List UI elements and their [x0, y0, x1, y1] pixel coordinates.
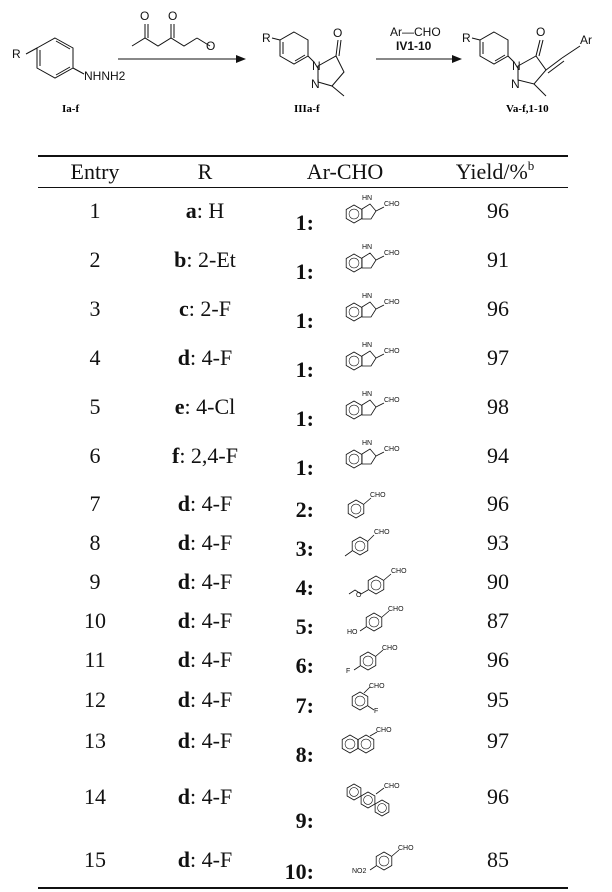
- cell-r-code: f: [171, 443, 180, 468]
- cell-r: [145, 345, 265, 371]
- table-row: [38, 245, 568, 285]
- cell-entry: 4: [89, 345, 101, 370]
- svg-text:HN: HN: [362, 342, 373, 349]
- svg-text:CHO: CHO: [384, 783, 400, 790]
- cell-archo-number: 10:: [284, 859, 314, 884]
- 1-naphthaldehyde-structure: [314, 722, 424, 768]
- svg-text:CHO: CHO: [376, 727, 392, 734]
- svg-text:HN: HN: [362, 244, 373, 251]
- svg-text:CHO: CHO: [384, 299, 400, 306]
- cell-r-code: c: [179, 296, 189, 321]
- cell-yield: 90: [487, 569, 509, 594]
- header-archo: Ar-CHO: [306, 159, 384, 184]
- scheme-n-2: N: [311, 77, 320, 91]
- header-yield-footnote: b: [527, 158, 535, 173]
- table-row: [38, 392, 568, 432]
- cell-entry: 8: [89, 530, 101, 555]
- cell-r-code: d: [177, 569, 191, 594]
- header-yield: [440, 157, 550, 187]
- cell-r: [145, 530, 265, 556]
- cell-r-code: d: [177, 345, 191, 370]
- 4-hydroxybenzaldehyde-structure: [314, 602, 424, 640]
- cell-yield: 87: [487, 608, 509, 633]
- svg-text:CHO: CHO: [369, 683, 385, 690]
- cell-yield: 96: [487, 491, 509, 516]
- cell-r-substituent: : 4-F: [190, 345, 233, 370]
- cell-yield: 93: [487, 530, 509, 555]
- cell-r-substituent: : 4-F: [190, 647, 233, 672]
- scheme-o-1: O: [140, 9, 150, 23]
- cell-entry: 15: [84, 847, 106, 872]
- cell-r-substituent: : 4-F: [190, 728, 233, 753]
- 4-methoxybenzaldehyde-structure: [314, 563, 424, 601]
- cell-r: [145, 394, 265, 420]
- cell-archo-number: 3:: [295, 536, 314, 561]
- cell-r: [145, 198, 265, 224]
- scheme-label-product: Va-f,1-10: [506, 103, 549, 115]
- cell-yield: 96: [487, 198, 509, 223]
- svg-text:F: F: [346, 668, 351, 675]
- indole-3-carbaldehyde-structure: [314, 192, 424, 236]
- 9-anthraldehyde-structure: [314, 778, 424, 834]
- svg-text:CHO: CHO: [374, 529, 390, 536]
- cell-entry: 2: [89, 247, 101, 272]
- table-row: [38, 343, 568, 383]
- cell-archo-number: 1:: [295, 455, 314, 480]
- cell-r-code: b: [174, 247, 187, 272]
- scheme-o-2: O: [168, 9, 178, 23]
- svg-text:HN: HN: [362, 391, 373, 398]
- cell-r-substituent: : 2,4-F: [179, 443, 238, 468]
- indole-3-carbaldehyde-structure: [314, 339, 424, 383]
- svg-text:CHO: CHO: [388, 606, 404, 613]
- 4-nitrobenzaldehyde-structure: [314, 841, 424, 885]
- cell-r-substituent: : 4-F: [190, 847, 233, 872]
- cell-archo-number: 6:: [295, 653, 314, 678]
- table-row: [38, 567, 568, 601]
- table-row: [38, 441, 568, 481]
- cell-r-substituent: : H: [196, 198, 225, 223]
- svg-text:O: O: [356, 592, 362, 599]
- scheme-label-intermediate: IIIa-f: [294, 103, 320, 115]
- svg-text:CHO: CHO: [370, 492, 386, 499]
- scheme-label-reactant: Ia-f: [62, 103, 80, 115]
- scheme-r-3: R: [462, 31, 471, 45]
- indole-3-carbaldehyde-structure: [314, 437, 424, 481]
- cell-yield: 95: [487, 687, 509, 712]
- cell-r: [145, 491, 265, 517]
- cell-r: [145, 784, 265, 810]
- cell-r-code: d: [177, 647, 191, 672]
- cell-r: [145, 847, 265, 873]
- cell-r-substituent: : 4-F: [190, 530, 233, 555]
- cell-entry: 14: [84, 784, 106, 809]
- svg-text:CHO: CHO: [384, 446, 400, 453]
- cell-r-code: d: [177, 728, 191, 753]
- cell-archo-number: 1:: [295, 357, 314, 382]
- cell-r-code: e: [174, 394, 185, 419]
- cell-archo-number: 1:: [295, 406, 314, 431]
- table-row: [38, 726, 568, 768]
- cell-archo-number: 1:: [295, 210, 314, 235]
- cell-r-substituent: : 4-F: [190, 491, 233, 516]
- cell-archo-number: 1:: [295, 308, 314, 333]
- cell-r: [145, 443, 265, 469]
- cell-entry: 13: [84, 728, 106, 753]
- scheme-ar: Ar: [580, 33, 592, 47]
- scheme-o-3: O: [206, 39, 216, 53]
- cell-yield: 94: [487, 443, 509, 468]
- cell-entry: 1: [89, 198, 101, 223]
- table-row: [38, 685, 568, 719]
- cell-r-code: d: [177, 608, 191, 633]
- table-row: [38, 294, 568, 334]
- cell-r-code: d: [177, 784, 191, 809]
- scheme-r-2: R: [262, 31, 271, 45]
- cell-r: [145, 728, 265, 754]
- scheme-n-1: N: [312, 59, 321, 73]
- scheme-o-4: O: [333, 26, 343, 40]
- cell-archo-number: 9:: [295, 808, 314, 833]
- svg-text:CHO: CHO: [384, 250, 400, 257]
- table-row: [38, 489, 568, 523]
- cell-entry: 7: [89, 491, 101, 516]
- scheme-r-1: R: [12, 47, 21, 61]
- scheme-o-5: O: [536, 25, 546, 39]
- benzaldehyde-structure: [314, 485, 424, 523]
- svg-text:CHO: CHO: [382, 645, 398, 652]
- header-yield-label: Yield/%: [455, 159, 528, 184]
- cell-entry: 11: [84, 647, 106, 672]
- svg-text:HN: HN: [362, 195, 373, 202]
- scheme-reagent-2: Ar—CHO: [390, 25, 441, 39]
- cell-yield: 91: [487, 247, 509, 272]
- cell-archo-number: 8:: [295, 742, 314, 767]
- cell-r-substituent: : 2-F: [188, 296, 231, 321]
- cell-r-substituent: : 4-F: [190, 608, 233, 633]
- cell-r-substituent: : 4-Cl: [184, 394, 236, 419]
- cell-r-code: a: [185, 198, 197, 223]
- cell-archo-number: 2:: [295, 497, 314, 522]
- cell-archo-number: 4:: [295, 575, 314, 600]
- cell-yield: 98: [487, 394, 509, 419]
- svg-text:HO: HO: [347, 629, 358, 636]
- table-row: [38, 606, 568, 640]
- table-row: [38, 845, 568, 885]
- 2-fluorobenzaldehyde-structure: [314, 681, 424, 719]
- cell-r-code: d: [177, 491, 191, 516]
- cell-r-substituent: : 4-F: [190, 569, 233, 594]
- cell-yield: 97: [487, 345, 509, 370]
- 4-fluorobenzaldehyde-structure: [314, 641, 424, 679]
- cell-archo-number: 5:: [295, 614, 314, 639]
- cell-entry: 5: [89, 394, 101, 419]
- svg-text:CHO: CHO: [384, 397, 400, 404]
- cell-r-substituent: : 4-F: [190, 687, 233, 712]
- cell-entry: 9: [89, 569, 101, 594]
- cell-yield: 97: [487, 728, 509, 753]
- cell-r: [145, 569, 265, 595]
- table-row: [38, 645, 568, 679]
- cell-yield: 96: [487, 296, 509, 321]
- cell-r: [145, 296, 265, 322]
- table-row: [38, 782, 568, 834]
- table-row: [38, 196, 568, 236]
- cell-archo-number: 7:: [295, 693, 314, 718]
- cell-r-substituent: : 4-F: [190, 784, 233, 809]
- svg-text:CHO: CHO: [384, 348, 400, 355]
- svg-text:CHO: CHO: [384, 201, 400, 208]
- reaction-scheme: [0, 0, 612, 130]
- indole-3-carbaldehyde-structure: [314, 290, 424, 334]
- scheme-n-3: N: [512, 59, 521, 73]
- header-entry: Entry: [70, 159, 120, 184]
- cell-r-code: d: [177, 687, 191, 712]
- indole-3-carbaldehyde-structure: [314, 241, 424, 285]
- cell-entry: 12: [84, 687, 106, 712]
- cell-entry: 6: [89, 443, 101, 468]
- cell-r: [145, 687, 265, 713]
- cell-r: [145, 647, 265, 673]
- cell-r-code: d: [177, 530, 191, 555]
- table-row: [38, 528, 568, 562]
- svg-text:CHO: CHO: [398, 845, 414, 852]
- cell-r: [145, 608, 265, 634]
- cell-archo-number: 1:: [295, 259, 314, 284]
- indole-3-carbaldehyde-structure: [314, 388, 424, 432]
- cell-entry: 3: [89, 296, 101, 321]
- cell-r-code: d: [177, 847, 191, 872]
- table-header-rule: [38, 187, 568, 188]
- scheme-reagent-2-code: IV1-10: [396, 39, 432, 53]
- table-bottom-rule: [38, 887, 568, 889]
- svg-text:F: F: [374, 708, 379, 715]
- scheme-hydrazine: NHNH2: [84, 69, 126, 83]
- svg-text:HN: HN: [362, 440, 373, 447]
- svg-text:HN: HN: [362, 293, 373, 300]
- cell-r-substituent: : 2-Et: [186, 247, 236, 272]
- svg-text:NO2: NO2: [352, 868, 367, 875]
- cell-yield: 96: [487, 647, 509, 672]
- cell-yield: 96: [487, 784, 509, 809]
- cell-yield: 85: [487, 847, 509, 872]
- header-r: R: [197, 159, 213, 184]
- scheme-n-4: N: [511, 77, 520, 91]
- 4-methylbenzaldehyde-structure: [314, 524, 424, 562]
- cell-r: [145, 247, 265, 273]
- svg-text:CHO: CHO: [391, 568, 407, 575]
- cell-entry: 10: [84, 608, 106, 633]
